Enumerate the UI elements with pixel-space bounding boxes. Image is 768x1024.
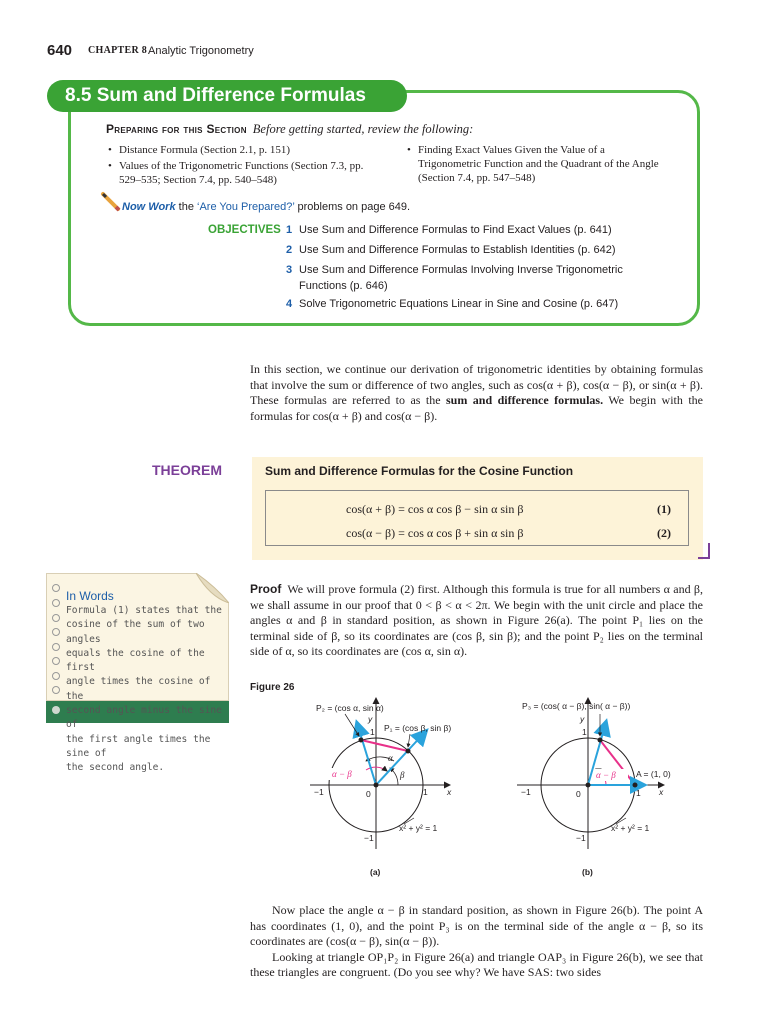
in-words-line: equals the cosine of the first (66, 647, 205, 674)
label-p2: P₂ = (cos α, sin α) (316, 703, 384, 713)
label-a: A = (1, 0) (636, 769, 671, 779)
prep-item-3: • Finding Exact Values Given the Value of a Trigonometric Function and the Quadrant of the Angle (Section 7.4, pp. 547–548) (407, 144, 659, 184)
in-words-line: second angle minus the sine of (66, 705, 222, 731)
caption-a: (a) (370, 867, 381, 877)
prep-item-2-text: Values of the Trigonometric Functions (Section 7.3, pp. 529–535; Section 7.4, pp. 540–548) (119, 160, 364, 186)
proof-text: We will prove formula (2) first. Although this formula is true for all numbers α and β, we shall assume in our proof that 0 < β < α < 2π. We begin with the unit circle and place the angles α and β in standard position, as shown in Figure 26(a). The point P₁ lies on the terminal side of β, so its coordinates are (cos β, sin β); and the point P₂ lies on the terminal side of α, so its coordinates are (cos α, sin α). (250, 582, 703, 658)
objective-2-text: Use Sum and Difference Formulas to Establish Identities (p. 642) (299, 244, 616, 256)
now-work-tail: problems on page 649. (297, 201, 411, 213)
objective-2-number: 2 (286, 244, 293, 256)
theorem-end-mark (698, 543, 710, 559)
prep-item-1-text: Distance Formula (Section 2.1, p. 151) (119, 144, 291, 156)
origin-point (374, 783, 379, 788)
label-one-top: 1 (582, 727, 587, 737)
objective-4-number: 4 (286, 298, 293, 310)
theorem-title: Sum and Difference Formulas for the Cosine Function (265, 464, 574, 478)
label-one-top: 1 (370, 727, 375, 737)
objective-4 (286, 296, 679, 312)
leader-p1 (408, 734, 410, 747)
label-x: x (659, 787, 664, 797)
label-p1: P₁ = (cos β, sin β) (384, 723, 452, 733)
page-number: 640 (47, 42, 73, 59)
label-y: y (580, 714, 585, 724)
label-neg-one-bottom: −1 (364, 833, 374, 843)
ring-icon (52, 672, 60, 680)
paragraph-figure-b: Now place the angle α − β in standard position, as shown in Figure 26(b). The point A has coordinates (1, 0), and the point P₃ is on the terminal side of the angle α − β, so its coordinates are (cos(α − β), sin(α − β)). (250, 903, 703, 948)
label-neg-one-bottom: −1 (576, 833, 586, 843)
now-work-mid: the (178, 201, 194, 213)
intro-tail: We begin with the formulas for cos(α + β) and cos(α − β). (250, 393, 703, 423)
label-alpha: α (388, 753, 393, 763)
preparing-heading-label: Preparing for this Section (106, 122, 247, 136)
continuation-text (250, 903, 703, 981)
in-words-line: Formula (1) states that the (66, 605, 222, 616)
in-words-title: In Words (66, 589, 114, 603)
label-alpha-minus-beta: α − β (596, 770, 616, 780)
point-p3 (598, 738, 603, 743)
pencil-icon (100, 191, 122, 213)
ring-icon (52, 614, 60, 622)
proof-label: Proof (250, 582, 282, 596)
objective-1-text: Use Sum and Difference Formulas to Find Exact Values (p. 641) (299, 224, 612, 236)
in-words-line: cosine of the sum of two angles (66, 619, 205, 645)
objective-4-text: Solve Trigonometric Equations Linear in Sine and Cosine (p. 647) (299, 298, 619, 310)
point-p1 (406, 749, 411, 754)
figure-label: Figure 26 (250, 682, 295, 693)
prep-item-2: • Values of the Trigonometric Functions (Section 7.3, pp. 529–535; Section 7.4, pp. 540–548) (108, 160, 364, 186)
chapter-label: CHAPTER 8 (88, 45, 148, 56)
point-a (633, 783, 638, 788)
page-curl-icon (196, 573, 229, 603)
prep-item-1: • Distance Formula (Section 2.1, p. 151) (108, 144, 291, 156)
theorem-label: THEOREM (152, 462, 222, 478)
label-y: y (368, 714, 373, 724)
formula-2-number: (2) (657, 526, 671, 540)
in-words-line: angle times the cosine of the (66, 676, 211, 702)
intro-text: In this section, we continue our derivation of trigonometric identities by obtaining formulas that involve the sum or difference of two angles, such as cos(α + β), cos(α − β), or sin(α + β). These formulas are referred to as the (250, 362, 703, 407)
ring-icon (52, 628, 60, 636)
objectives-label: OBJECTIVES (208, 224, 281, 236)
formula-2: cos(α − β) = cos α cos β + sin α sin β (346, 526, 524, 540)
in-words-text (66, 604, 224, 776)
objective-3 (286, 262, 659, 294)
now-work-note (122, 201, 410, 213)
label-circle-eq: x² + y² = 1 (611, 823, 650, 833)
label-neg-one-left: −1 (521, 787, 531, 797)
label-one-right: 1 (423, 787, 428, 797)
point-p2 (359, 738, 364, 743)
formula-1: cos(α + β) = cos α cos β − sin α sin β (346, 502, 524, 516)
section-title: 8.5 Sum and Difference Formulas (47, 80, 407, 112)
in-words-line: the second angle. (66, 762, 165, 774)
label-origin: 0 (366, 789, 371, 799)
objective-3-text: Use Sum and Difference Formulas Involving Inverse Trigonometric Functions (p. 646) (299, 264, 623, 292)
label-circle-eq: x² + y² = 1 (399, 823, 438, 833)
paragraph-congruent: Looking at triangle OP₁P₂ in Figure 26(a) and triangle OAP₃ in Figure 26(b), we see that these triangles are congruent. (Do you see why? We have SAS: two sides (250, 949, 703, 979)
label-origin: 0 (576, 789, 581, 799)
figure-26b (517, 698, 671, 877)
are-you-prepared-link[interactable]: ‘Are You Prepared?’ (197, 201, 295, 213)
intro-bold-term: sum and difference formulas. (446, 393, 604, 407)
chapter-title: Analytic Trigonometry (148, 45, 254, 57)
objective-3-number: 3 (286, 264, 293, 276)
preparing-intro: Before getting started, review the following: (252, 122, 474, 136)
label-alpha-minus-beta: α − β (332, 769, 352, 779)
caption-b: (b) (582, 867, 593, 877)
figure-26a (310, 698, 452, 877)
origin-point (586, 783, 591, 788)
intro-paragraph (250, 362, 703, 424)
prep-item-3-text: Finding Exact Values Given the Value of a Trigonometric Function and the Quadrant of the Angle (Section 7.4, pp. 547–548) (418, 144, 659, 184)
objective-1 (286, 222, 679, 238)
objective-2 (286, 242, 679, 258)
in-words-line: the first angle times the sine of (66, 733, 211, 759)
now-work-label: Now Work (122, 201, 176, 213)
ring-icon (52, 584, 60, 592)
figure-26 (240, 694, 700, 894)
preparing-heading (106, 122, 473, 137)
label-beta: β (400, 770, 405, 780)
ring-icon (52, 657, 60, 665)
bullet-dot-icon (52, 706, 60, 714)
formula-1-number: (1) (657, 502, 671, 516)
label-p3: P₃ = (cos( α − β), sin( α − β)) (522, 701, 631, 711)
label-x: x (447, 787, 452, 797)
beta-arc (390, 768, 398, 785)
ring-icon (52, 686, 60, 694)
objective-1-number: 1 (286, 224, 293, 236)
ring-icon (52, 643, 60, 651)
ring-icon (52, 599, 60, 607)
label-one-right: 1 (636, 788, 641, 798)
label-neg-one-left: −1 (314, 787, 324, 797)
proof-paragraph (250, 582, 703, 660)
